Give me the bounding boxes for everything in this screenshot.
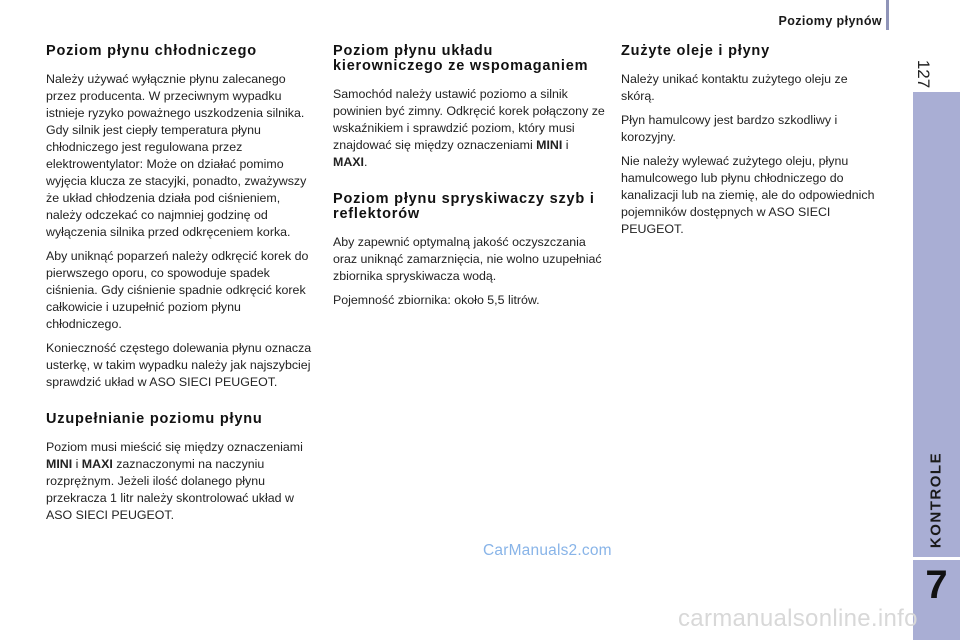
watermark-carmanuals2: CarManuals2.com bbox=[483, 542, 612, 559]
washer-paragraph-1: Aby zapewnić optymalną jakość oczyszczania oraz uniknąć zamarznięcia, nie wolno uzupełniać zbiornika spryskiwacza wodą. bbox=[333, 235, 602, 283]
maxi-mark: MAXI bbox=[81, 457, 113, 471]
used-fluids-paragraph-2: Płyn hamulcowy jest bardzo szkodliwy i korozyjny. bbox=[621, 113, 838, 144]
coolant-paragraph-2: Aby uniknąć poparzeń należy odkręcić korek do pierwszego oporu, co spowoduje spadek ciśnienia. Gdy ciśnienie spadnie odkręcić korek całkowicie i uzupełnić poziom płynu chłodniczego. bbox=[46, 249, 309, 331]
topping-up-paragraph: Poziom musi mieścić się między oznaczeniami MINI i MAXI zaznaczonymi na naczyniu rozprężnym. Jeżeli ilość dolanego płynu przekracza 1 litr należy skontrolować układ w ASO SIECI PEUGEOT. bbox=[46, 440, 303, 522]
section-title-coolant: Poziom płynu chłodniczego bbox=[46, 43, 257, 59]
section-title-washer: Poziom płynu spryskiwaczy szyb i reflektorów bbox=[333, 191, 595, 222]
section-title-used-fluids: Zużyte oleje i płyny bbox=[621, 43, 770, 59]
washer-paragraph-2: Pojemność zbiornika: około 5,5 litrów. bbox=[333, 293, 540, 307]
maxi-mark: MAXI bbox=[333, 155, 364, 169]
mini-mark: MINI bbox=[536, 138, 563, 152]
coolant-paragraph-1: Należy używać wyłącznie płynu zalecanego przez producenta. W przeciwnym wypadku istnieje ryzyko poważnego uszkodzenia silnika. Gdy silnik jest ciepły temperatura płynu chłodniczego jest regulowana przez elektrowentylator: Może on działać pomimo wyjęcia klucza ze stacyjki, ponadto, zważywszy że układ chłodzenia działa pod ciśnieniem, należy odczekać co najmniej godzinę od wyłączenia silnika przed odkręceniem korka. bbox=[46, 72, 307, 239]
page-number: 127 bbox=[914, 59, 933, 89]
section-title-power-steering: Poziom płynu układu kierowniczego ze wspomaganiem bbox=[333, 43, 589, 74]
watermark-carmanualsonline: carmanualsonline.info bbox=[678, 605, 918, 632]
column-middle bbox=[333, 44, 605, 316]
chapter-number: 7 bbox=[925, 563, 948, 607]
chapter-label: KONTROLE bbox=[927, 451, 945, 549]
column-left bbox=[46, 44, 318, 531]
power-steering-paragraph: Samochód należy ustawić poziomo a silnik powinien być zimny. Odkręcić korek połączony ze wskaźnikiem i sprawdzić poziom, który musi znajdować się między oznaczeniami MINI i MAXI. bbox=[333, 87, 605, 169]
header-section-title: Poziomy płynów bbox=[778, 14, 882, 28]
coolant-paragraph-3: Konieczność częstego dolewania płynu oznacza usterkę, w takim wypadku należy jak najszybciej sprawdzić układ w ASO SIECI PEUGEOT. bbox=[46, 341, 312, 389]
header-divider bbox=[886, 0, 889, 30]
used-fluids-paragraph-3: Nie należy wylewać zużytego oleju, płynu hamulcowego lub płynu chłodniczego do kanalizacji lub na ziemię, ale do odpowiednich pojemników dostępnych w ASO SIECI PEUGEOT. bbox=[621, 154, 875, 236]
column-right bbox=[621, 44, 881, 245]
used-fluids-paragraph-1: Należy unikać kontaktu zużytego oleju ze skórą. bbox=[621, 72, 848, 103]
section-title-topping-up: Uzupełnianie poziomu płynu bbox=[46, 411, 263, 427]
mini-mark: MINI bbox=[46, 457, 73, 471]
